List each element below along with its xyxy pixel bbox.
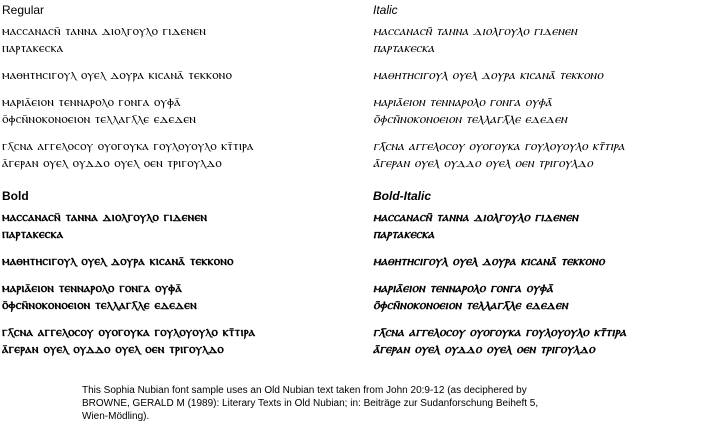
- sample-paragraph: [373, 23, 728, 57]
- sample-line: ⲙⲁⲣⲓⲁ̄ⲉⲓⲟⲛ ⲧⲉⲛⲛⲁⲣⲟⲗⲟ ⲅⲟⲛⲅⲁ ⲟⲩⲫⲁ̄: [373, 281, 554, 296]
- regular-label: Regular: [2, 3, 45, 17]
- sample-line: ⲙⲁⲥⲥⲁⲛⲁⲥⲛ̄ ⲧⲁⲛⲛⲁ ⲇⲓⲟⲗⲅⲟⲩⲗⲟ ⲅⲓⲇⲉⲛⲉⲛ: [2, 24, 207, 39]
- sample-paragraph: [2, 138, 362, 172]
- caption: [82, 384, 712, 423]
- sample-paragraph: [373, 67, 728, 84]
- regular-samples: [2, 23, 362, 172]
- sample-line: ⲟ̄ⲫⲥⲛ̄ⲛⲟⲕⲟⲛⲟⲉⲓⲟⲛ ⲧⲉⲗⲗⲁⲅⲗ̄ⲗⲉ ⲉⲇⲉⲇⲉⲛ: [373, 298, 568, 313]
- bold-italic-samples: [373, 209, 728, 358]
- sample-paragraph: [2, 23, 362, 57]
- sample-line: ⲟ̄ⲫⲥⲛ̄ⲛⲟⲕⲟⲛⲟⲉⲓⲟⲛ ⲧⲉⲗⲗⲁⲅⲗ̄ⲗⲉ ⲉⲇⲉⲇⲉⲛ: [2, 112, 197, 127]
- sample-paragraph: [373, 209, 728, 243]
- bold-italic-label: Bold-Italic: [373, 189, 432, 203]
- sample-line: ⲅⲗ̄ⲥⲛⲁ ⲁⲅⲅⲉⲗⲟⲥⲟⲩ ⲟⲩⲟⲅⲟⲩⲕⲁ ⲅⲟⲩⲗⲟⲩⲟⲩⲗⲟ ⲕⲧ̄ⲧⲓⲣⲁ: [373, 325, 627, 340]
- bold-italic-section: [373, 186, 728, 368]
- sample-line: ⲙⲁⲥⲥⲁⲛⲁⲥⲛ̄ ⲧⲁⲛⲛⲁ ⲇⲓⲟⲗⲅⲟⲩⲗⲟ ⲅⲓⲇⲉⲛⲉⲛ: [2, 210, 208, 225]
- italic-samples: [373, 23, 728, 172]
- sample-paragraph: [2, 280, 362, 314]
- sample-line: ⲙⲁⲑⲏⲧⲏⲥⲓⲅⲟⲩⲗ ⲟⲩⲉⲗ ⲇⲟⲩⲣⲁ ⲕⲓⲥⲁⲛⲁ̄ ⲧⲉⲕⲕⲟⲛⲟ: [2, 254, 234, 269]
- bold-label: Bold: [2, 189, 29, 203]
- sample-paragraph: [2, 67, 362, 84]
- italic-section: [373, 0, 728, 182]
- sample-line: ⲡⲁⲣⲧⲁⲕⲉⲥⲕⲁ: [373, 227, 435, 242]
- sample-paragraph: [373, 138, 728, 172]
- bold-samples: [2, 209, 362, 358]
- sample-line: ⲙⲁⲣⲓⲁ̄ⲉⲓⲟⲛ ⲧⲉⲛⲛⲁⲣⲟⲗⲟ ⲅⲟⲛⲅⲁ ⲟⲩⲫⲁ̄: [2, 95, 181, 110]
- sample-line: ⲁ̄ⲅⲉⲣⲁⲛ ⲟⲩⲉⲗ ⲟⲩⲇⲇⲟ ⲟⲩⲉⲗ ⲟⲉⲛ ⲧⲣⲓⲅⲟⲩⲗⲇⲟ: [373, 156, 593, 171]
- sample-line: ⲅⲗ̄ⲥⲛⲁ ⲁⲅⲅⲉⲗⲟⲥⲟⲩ ⲟⲩⲟⲅⲟⲩⲕⲁ ⲅⲟⲩⲗⲟⲩⲟⲩⲗⲟ ⲕⲧ̄ⲧⲓⲣⲁ: [373, 139, 625, 154]
- sample-line: ⲅⲗ̄ⲥⲛⲁ ⲁⲅⲅⲉⲗⲟⲥⲟⲩ ⲟⲩⲟⲅⲟⲩⲕⲁ ⲅⲟⲩⲗⲟⲩⲟⲩⲗⲟ ⲕⲧ̄ⲧⲓⲣⲁ: [2, 139, 254, 154]
- sample-line: ⲁ̄ⲅⲉⲣⲁⲛ ⲟⲩⲉⲗ ⲟⲩⲇⲇⲟ ⲟⲩⲉⲗ ⲟⲉⲛ ⲧⲣⲓⲅⲟⲩⲗⲇⲟ: [2, 156, 222, 171]
- caption-line: BROWNE, GERALD M (1989): Literary Texts in Old Nubian; in: Beiträge zur Sudanforschung Beiheft 5,: [82, 398, 539, 409]
- bold-section: [2, 186, 362, 368]
- sample-paragraph: [2, 209, 362, 243]
- sample-line: ⲟ̄ⲫⲥⲛ̄ⲛⲟⲕⲟⲛⲟⲉⲓⲟⲛ ⲧⲉⲗⲗⲁⲅⲗ̄ⲗⲉ ⲉⲇⲉⲇⲉⲛ: [2, 298, 197, 313]
- sample-line: ⲁ̄ⲅⲉⲣⲁⲛ ⲟⲩⲉⲗ ⲟⲩⲇⲇⲟ ⲟⲩⲉⲗ ⲟⲉⲛ ⲧⲣⲓⲅⲟⲩⲗⲇⲟ: [373, 342, 595, 357]
- sample-line: ⲁ̄ⲅⲉⲣⲁⲛ ⲟⲩⲉⲗ ⲟⲩⲇⲇⲟ ⲟⲩⲉⲗ ⲟⲉⲛ ⲧⲣⲓⲅⲟⲩⲗⲇⲟ: [2, 342, 224, 357]
- italic-label: Italic: [373, 3, 398, 17]
- sample-paragraph: [373, 324, 728, 358]
- sample-line: ⲡⲁⲣⲧⲁⲕⲉⲥⲕⲁ: [2, 227, 64, 242]
- sample-paragraph: [373, 280, 728, 314]
- caption-line: This Sophia Nubian font sample uses an Old Nubian text taken from John 20:9-12 (as deciphered by: [82, 385, 527, 396]
- sample-line: ⲙⲁⲣⲓⲁ̄ⲉⲓⲟⲛ ⲧⲉⲛⲛⲁⲣⲟⲗⲟ ⲅⲟⲛⲅⲁ ⲟⲩⲫⲁ̄: [2, 281, 183, 296]
- regular-section: [2, 0, 362, 182]
- sample-paragraph: [373, 253, 728, 270]
- sample-line: ⲡⲁⲣⲧⲁⲕⲉⲥⲕⲁ: [2, 41, 64, 56]
- sample-paragraph: [373, 94, 728, 128]
- sample-line: ⲙⲁⲥⲥⲁⲛⲁⲥⲛ̄ ⲧⲁⲛⲛⲁ ⲇⲓⲟⲗⲅⲟⲩⲗⲟ ⲅⲓⲇⲉⲛⲉⲛ: [373, 24, 578, 39]
- sample-line: ⲅⲗ̄ⲥⲛⲁ ⲁⲅⲅⲉⲗⲟⲥⲟⲩ ⲟⲩⲟⲅⲟⲩⲕⲁ ⲅⲟⲩⲗⲟⲩⲟⲩⲗⲟ ⲕⲧ̄ⲧⲓⲣⲁ: [2, 325, 256, 340]
- sample-line: ⲙⲁⲑⲏⲧⲏⲥⲓⲅⲟⲩⲗ ⲟⲩⲉⲗ ⲇⲟⲩⲣⲁ ⲕⲓⲥⲁⲛⲁ̄ ⲧⲉⲕⲕⲟⲛⲟ: [2, 68, 232, 83]
- sample-line: ⲙⲁⲑⲏⲧⲏⲥⲓⲅⲟⲩⲗ ⲟⲩⲉⲗ ⲇⲟⲩⲣⲁ ⲕⲓⲥⲁⲛⲁ̄ ⲧⲉⲕⲕⲟⲛⲟ: [373, 254, 605, 269]
- sample-line: ⲙⲁⲑⲏⲧⲏⲥⲓⲅⲟⲩⲗ ⲟⲩⲉⲗ ⲇⲟⲩⲣⲁ ⲕⲓⲥⲁⲛⲁ̄ ⲧⲉⲕⲕⲟⲛⲟ: [373, 68, 603, 83]
- sample-line: ⲙⲁⲣⲓⲁ̄ⲉⲓⲟⲛ ⲧⲉⲛⲛⲁⲣⲟⲗⲟ ⲅⲟⲛⲅⲁ ⲟⲩⲫⲁ̄: [373, 95, 552, 110]
- sample-line: ⲡⲁⲣⲧⲁⲕⲉⲥⲕⲁ: [373, 41, 435, 56]
- sample-line: ⲙⲁⲥⲥⲁⲛⲁⲥⲛ̄ ⲧⲁⲛⲛⲁ ⲇⲓⲟⲗⲅⲟⲩⲗⲟ ⲅⲓⲇⲉⲛⲉⲛ: [373, 210, 579, 225]
- sample-paragraph: [2, 94, 362, 128]
- sample-paragraph: [2, 324, 362, 358]
- caption-line: Wien-Mödling).: [82, 411, 150, 422]
- sample-line: ⲟ̄ⲫⲥⲛ̄ⲛⲟⲕⲟⲛⲟⲉⲓⲟⲛ ⲧⲉⲗⲗⲁⲅⲗ̄ⲗⲉ ⲉⲇⲉⲇⲉⲛ: [373, 112, 568, 127]
- sample-paragraph: [2, 253, 362, 270]
